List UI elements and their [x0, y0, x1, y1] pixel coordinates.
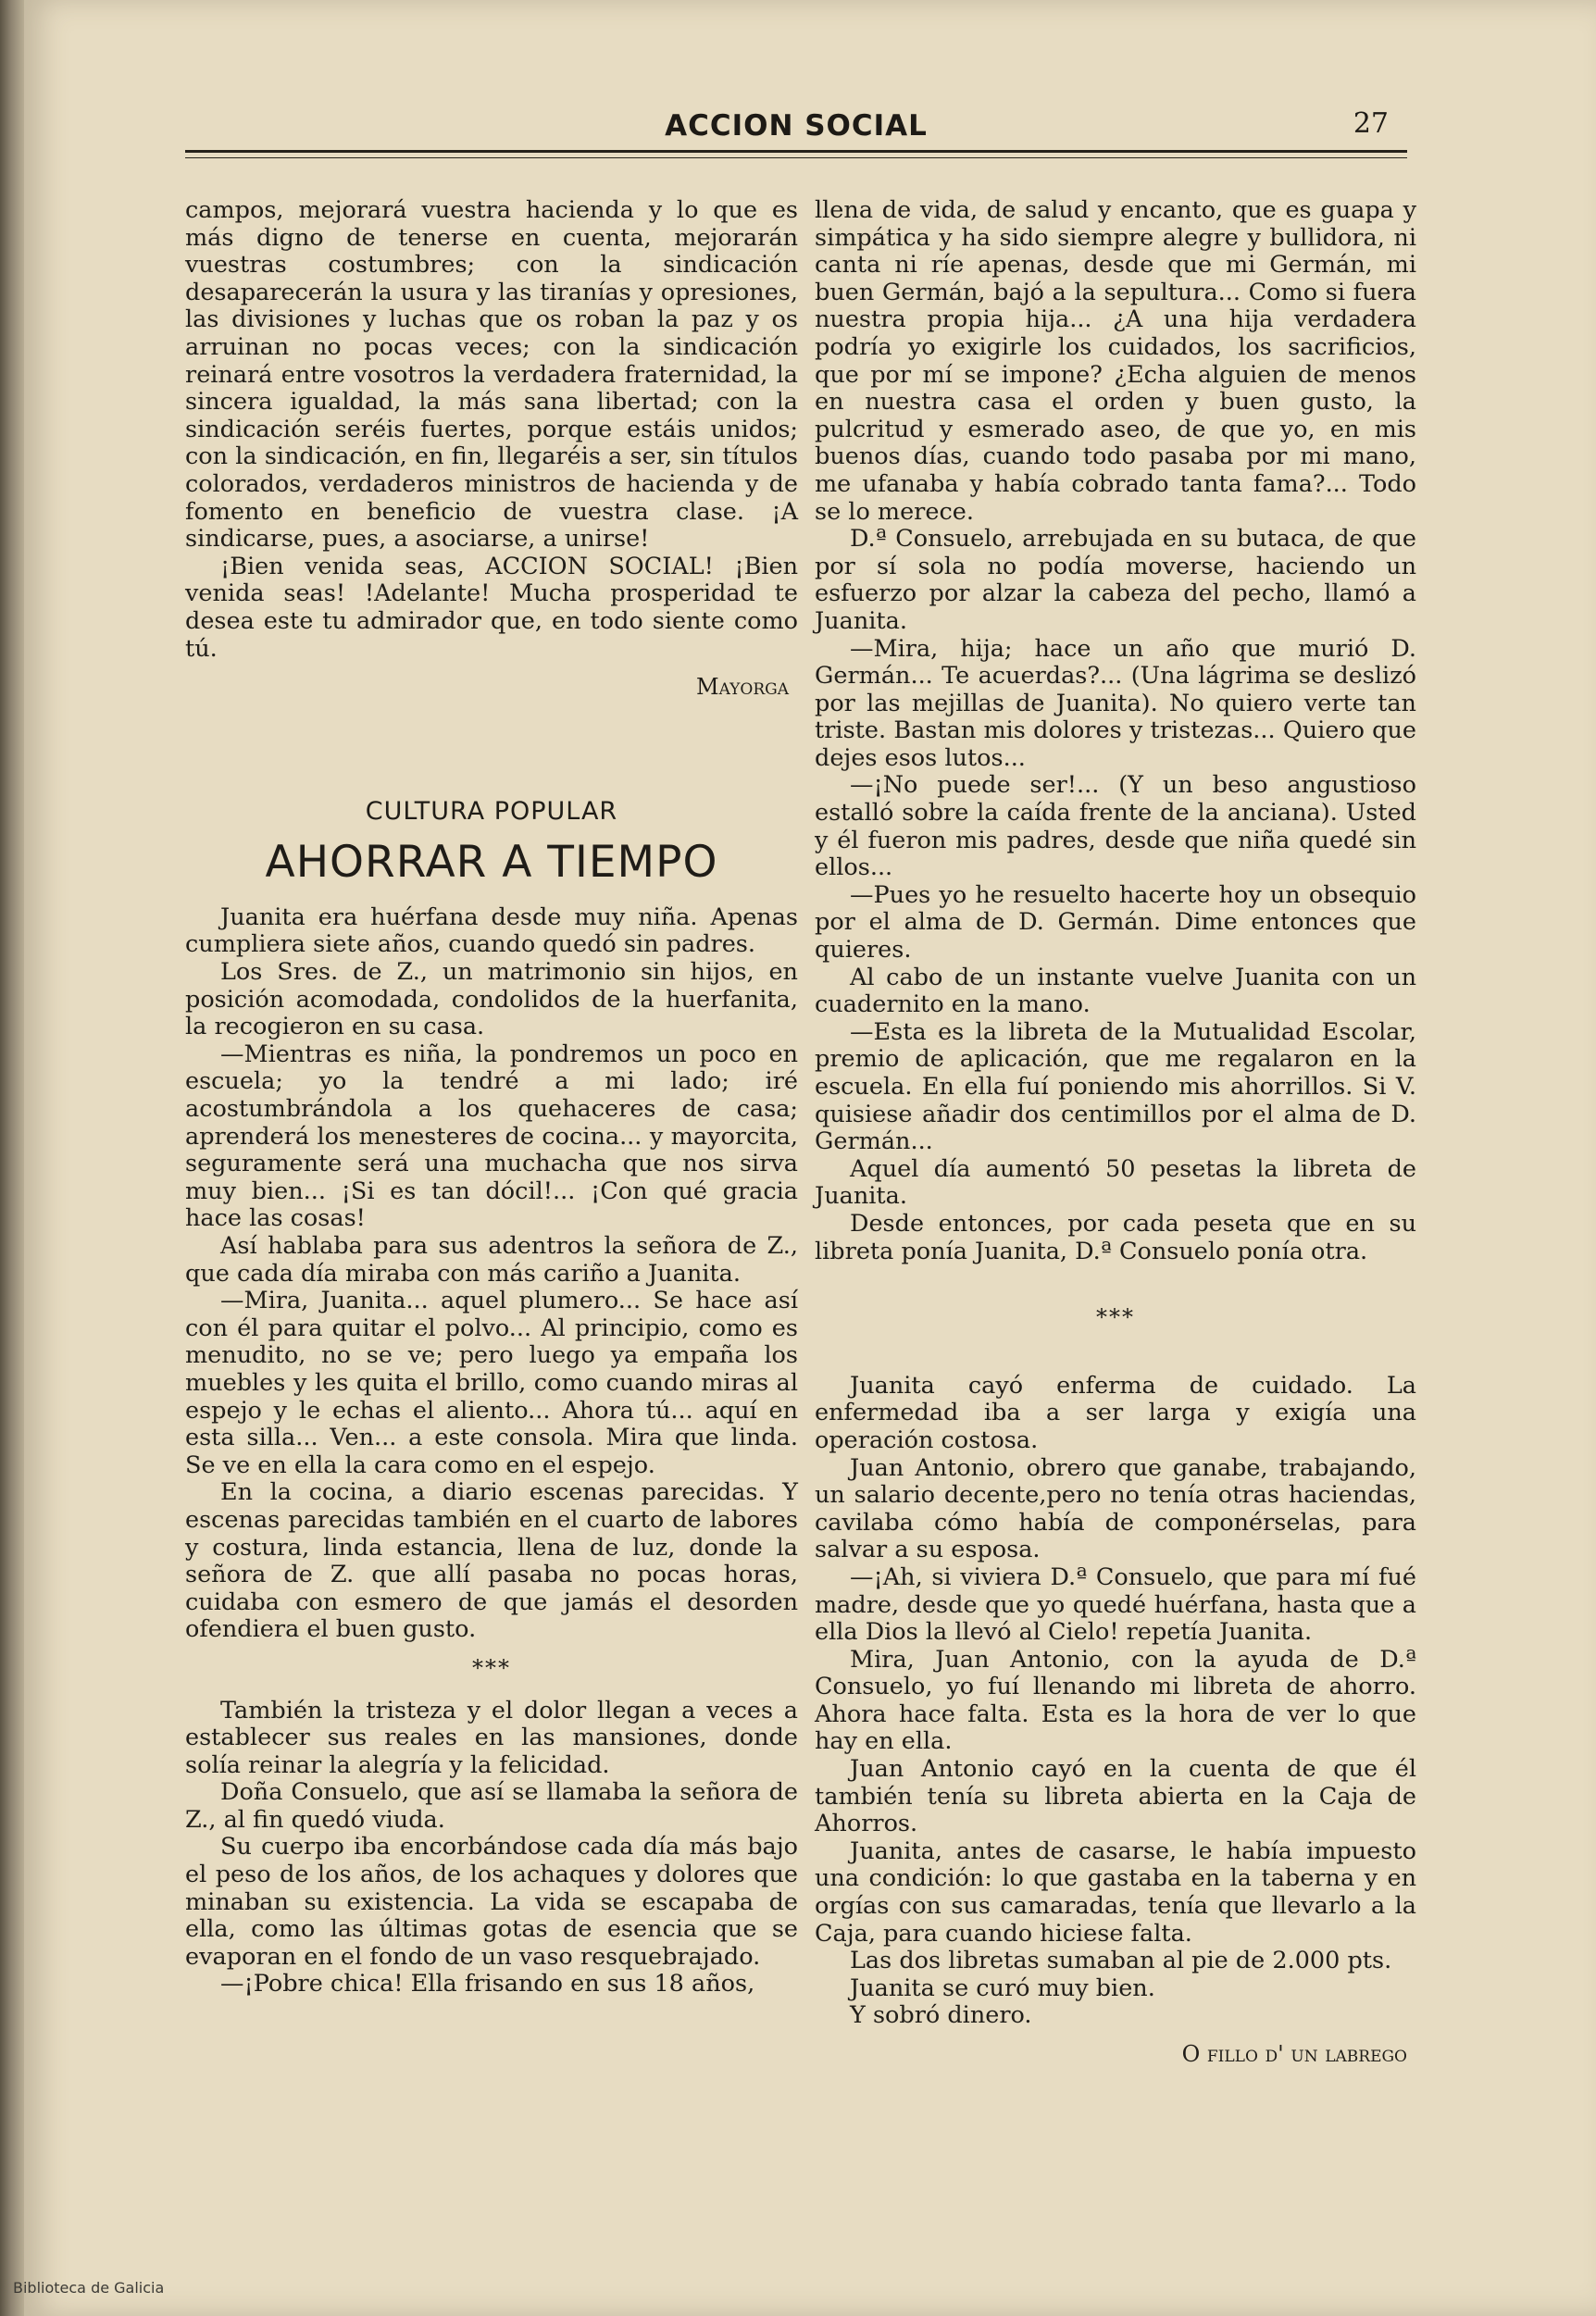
paragraph: Juanita era huérfana desde muy niña. Apenas cumpliera siete años, cuando quedó sin padres.: [185, 903, 798, 959]
running-header-title: ACCION SOCIAL: [665, 109, 928, 143]
paragraph: Al cabo de un instante vuelve Juanita con un cuadernito en la mano.: [815, 963, 1416, 1019]
paragraph: —Mira, hija; hace un año que murió D. Germán... Te acuerdas?... (Una lágrima se deslizó por las mejillas de Juanita). No quiero verte tan triste. Bastan mis dolores y tristezas... Quiero que dejes esos lutos...: [815, 634, 1416, 772]
paragraph: En la cocina, a diario escenas parecidas. Y escenas parecidas también en el cuarto de labores y costura, linda estancia, llena de luz, donde la señora de Z. que allí pasaba no pocas horas, cuidaba con esmero de que jamás el desorden ofendiera el buen gusto.: [185, 1478, 798, 1644]
paragraph: Las dos libretas sumaban al pie de 2.000 pts.: [850, 1947, 1392, 1975]
paragraph: llena de vida, de salud y encanto, que es guapa y simpática y ha sido siempre alegre y bullidora, ni canta ni ríe apenas, desde que mi Germán, mi buen Germán, bajó a la sepultura... Como si fuera nuestra propia hija... ¿A una hija verdadera podría yo exigirle los cuidados, los sacrificios, que por mí se impone? ¿Echa alguien de menos en nuestra casa el orden y buen gusto, la pulcritud y esmerado aseo, de que yo, en mis buenos días, cuando todo pasaba por mi mano, me ufanaba y había cobrado tanta fama?... Todo se lo merece.: [815, 196, 1416, 526]
book-binding: [0, 0, 24, 2316]
section-label: CULTURA POPULAR: [365, 796, 618, 826]
intro-signature: Mayorga: [696, 674, 789, 701]
paragraph: campos, mejorará vuestra hacienda y lo que es más digno de tenerse en cuenta, mejorarán vuestras costumbres; con la sindicación desaparecerán la usura y las tiranías y opresiones, las divisiones y luchas que os roban la paz y os arruinan no pocas veces; con la sindicación reinará entre vosotros la verdadera fraternidad, la sincera igualdad, la más sana libertad; con la sindicación seréis fuertes, porque estáis unidos; con la sindicación, en fin, llegaréis a ser, sin títulos colorados, verdaderos ministros de hacienda y de fomento en beneficio de vuestra clase. ¡A sindicarse, pues, a asociarse, a unirse!: [185, 196, 798, 554]
paragraph: Y sobró dinero.: [850, 2001, 1032, 2030]
paragraph: —Mira, Juanita... aquel plumero... Se hace así con él para quitar el polvo... Al principio, como es menudito, no se ve; pero luego ya empaña los muebles y les quita el brillo, como cuando miras al espejo y le echas el aliento... Ahora tú... aquí en esta silla... Ven... a este consola. Mira que linda. Se ve en ella la cara como en el espejo.: [185, 1287, 798, 1479]
paragraph: Juan Antonio cayó en la cuenta de que él también tenía su libreta abierta en la Caja de Ahorros.: [815, 1755, 1416, 1838]
paragraph: También la tristeza y el dolor llegan a veces a establecer sus reales en las mansiones, donde solía reinar la alegría y la felicidad.: [185, 1696, 798, 1779]
paragraph: Juanita, antes de casarse, le había impuesto una condición: lo que gastaba en la taberna y en orgías con sus camaradas, tenía que llevarlo a la Caja, para cuando hiciese falta.: [815, 1837, 1416, 1948]
paragraph: Los Sres. de Z., un matrimonio sin hijos, en posición acomodada, condolidos de la huerfanita, la recogieron en su casa.: [185, 958, 798, 1041]
paragraph: Juan Antonio, obrero que ganabe, trabajando, un salario decente,pero no tenía otras haciendas, cavilaba cómo había de componérselas, para salvar a su esposa.: [815, 1453, 1416, 1564]
header-rule-thin: [185, 157, 1407, 158]
article-signature: O fillo d' un labrego: [1181, 2041, 1407, 2067]
section-separator: ***: [472, 1654, 511, 1681]
paragraph: —Esta es la libreta de la Mutualidad Escolar, premio de aplicación, que me regalaron en la escuela. En ella fuí poniendo mis ahorrillos. Si V. quisiese añadir dos centimillos por el alma de D. Germán...: [815, 1017, 1416, 1156]
library-watermark: Biblioteca de Galicia: [13, 2279, 165, 2297]
paragraph: —Mientras es niña, la pondremos un poco en escuela; yo la tendré a mi lado; iré acostumbrándola a los quehaceres de casa; aprenderá los menesteres de cocina... y mayorcita, seguramente será una muchacha que nos sirva muy bien... ¡Si es tan dócil!... ¡Con qué gracia hace las cosas!: [185, 1040, 798, 1233]
header-rule: [185, 150, 1407, 153]
paragraph: Juanita cayó enferma de cuidado. La enfermedad iba a ser larga y exigía una operación costosa.: [815, 1371, 1416, 1454]
paragraph: —¡No puede ser!... (Y un beso angustioso estalló sobre la caída frente de la anciana). Usted y él fueron mis padres, desde que niña quedé sin ellos...: [815, 771, 1416, 882]
right-column: [815, 197, 1416, 2069]
article-title: AHORRAR A TIEMPO: [265, 837, 718, 889]
paragraph: D.ª Consuelo, arrebujada en su butaca, de que por sí sola no podía moverse, haciendo un esfuerzo por alzar la cabeza del pecho, llamó a Juanita.: [815, 525, 1416, 635]
left-column: [185, 197, 798, 1998]
paragraph: Su cuerpo iba encorbándose cada día más bajo el peso de los años, de los achaques y dolores que minaban su existencia. La vida se escapaba de ella, como las últimas gotas de esencia que se evaporan en el fondo de un vaso resquebrajado.: [185, 1833, 798, 1971]
paragraph: Doña Consuelo, que así se llamaba la señora de Z., al fin quedó viuda.: [185, 1778, 798, 1834]
paragraph: Desde entonces, por cada peseta que en su libreta ponía Juanita, D.ª Consuelo ponía otra.: [815, 1209, 1416, 1265]
paragraph: Juanita se curó muy bien.: [850, 1974, 1155, 2002]
paragraph: Así hablaba para sus adentros la señora de Z., que cada día miraba con más cariño a Juanita.: [185, 1232, 798, 1288]
page-number: 27: [1353, 107, 1389, 140]
paragraph: Mira, Juan Antonio, con la ayuda de D.ª Consuelo, yo fuí llenando mi libreta de ahorro. Ahora hace falta. Esta es la hora de ver lo que hay en ella.: [815, 1645, 1416, 1756]
paragraph: ¡Bien venida seas, ACCION SOCIAL! ¡Bien venida seas! !Adelante! Mucha prosperidad te desea este tu admirador que, en todo siente como tú.: [185, 552, 798, 663]
section-separator: ***: [1096, 1304, 1135, 1331]
paragraph: Aquel día aumentó 50 pesetas la libreta de Juanita.: [815, 1154, 1416, 1211]
paragraph: —¡Ah, si viviera D.ª Consuelo, que para mí fué madre, desde que yo quedé huérfana, hasta que a ella Dios la llevó al Cielo! repetía Juanita.: [815, 1563, 1416, 1647]
paragraph: —¡Pobre chica! Ella frisando en sus 18 años,: [220, 1970, 755, 1998]
paragraph: —Pues yo he resuelto hacerte hoy un obsequio por el alma de D. Germán. Dime entonces que quieres.: [815, 880, 1416, 965]
